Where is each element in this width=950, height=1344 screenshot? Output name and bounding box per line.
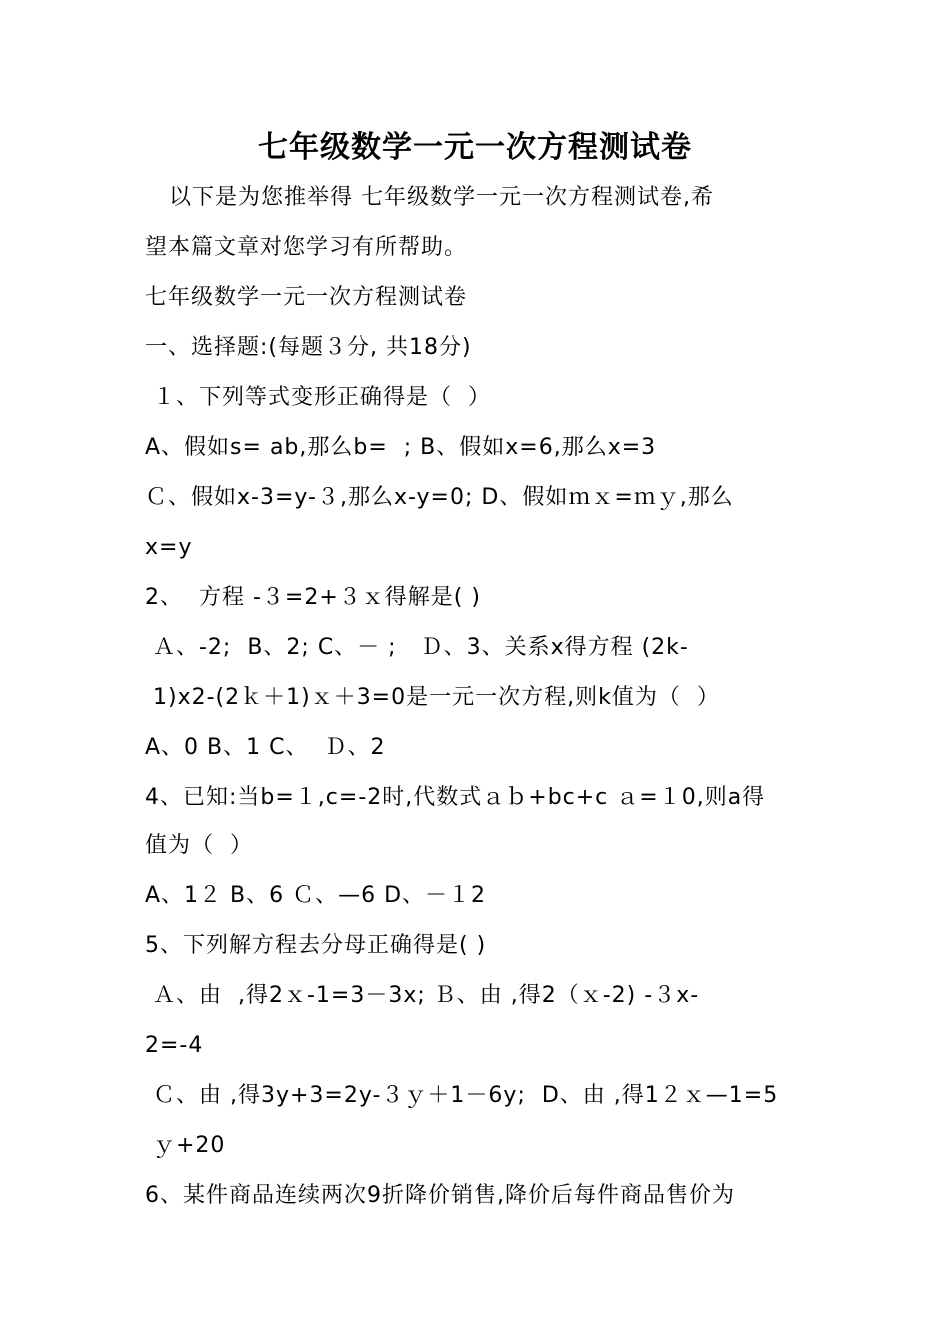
text-line: Ａ、由 ,得2ｘ-1=3－3x; Ｂ、由 ,得2（ｘ-2) -３x- [145,983,700,1008]
text-line: x=y [145,535,193,560]
text-line: 4、已知:当b=１,c=-2时,代数式ａｂ+bc+c ａ=１0,则a得 [145,785,766,810]
text-line: A、1２ B、6 Ｃ、—6 D、－１2 [145,883,487,908]
text-line: 一、选择题:(每题３分, 共18分) [145,335,472,360]
text-line: 2、 方程 -３=2+３ｘ得解是( ) [145,585,481,610]
text-line: 6、某件商品连续两次9折降价销售,降价后每件商品售价为 [145,1183,735,1208]
text-line: Ｃ、由 ,得3y+3=2y-３ｙ＋1－6y; D、由 ,得1２ｘ—1=5 [145,1083,779,1108]
text-line: Ｃ、假如x-3=y-３,那么x-y=0; D、假如ｍｘ=ｍｙ,那么 [145,485,734,510]
text-line: ｙ+20 [145,1133,226,1158]
text-line: 望本篇文章对您学习有所帮助。 [145,235,468,260]
text-line: 5、下列解方程去分母正确得是( ) [145,933,487,958]
text-line: 2=-4 [145,1033,204,1058]
text-line: １、下列等式变形正确得是（ ） [145,385,491,410]
text-line: 值为（ ） [145,833,253,858]
text-line: 七年级数学一元一次方程测试卷 [145,285,468,310]
text-line: A、假如s= ab,那么b= ; B、假如x=6,那么x=3 [145,435,657,460]
text-line: Ａ、-2; B、2; C、－ ; Ｄ、3、关系x得方程 (2k- [145,635,689,660]
document-title: 七年级数学一元一次方程测试卷 [258,130,692,165]
text-line: 以下是为您推举得 七年级数学一元一次方程测试卷,希 [145,185,714,210]
text-line: A、0 B、1 C、 Ｄ、2 [145,735,386,760]
text-line: 1)x2-(2ｋ＋1)ｘ＋3=0是一元一次方程,则k值为（ ） [145,685,720,710]
